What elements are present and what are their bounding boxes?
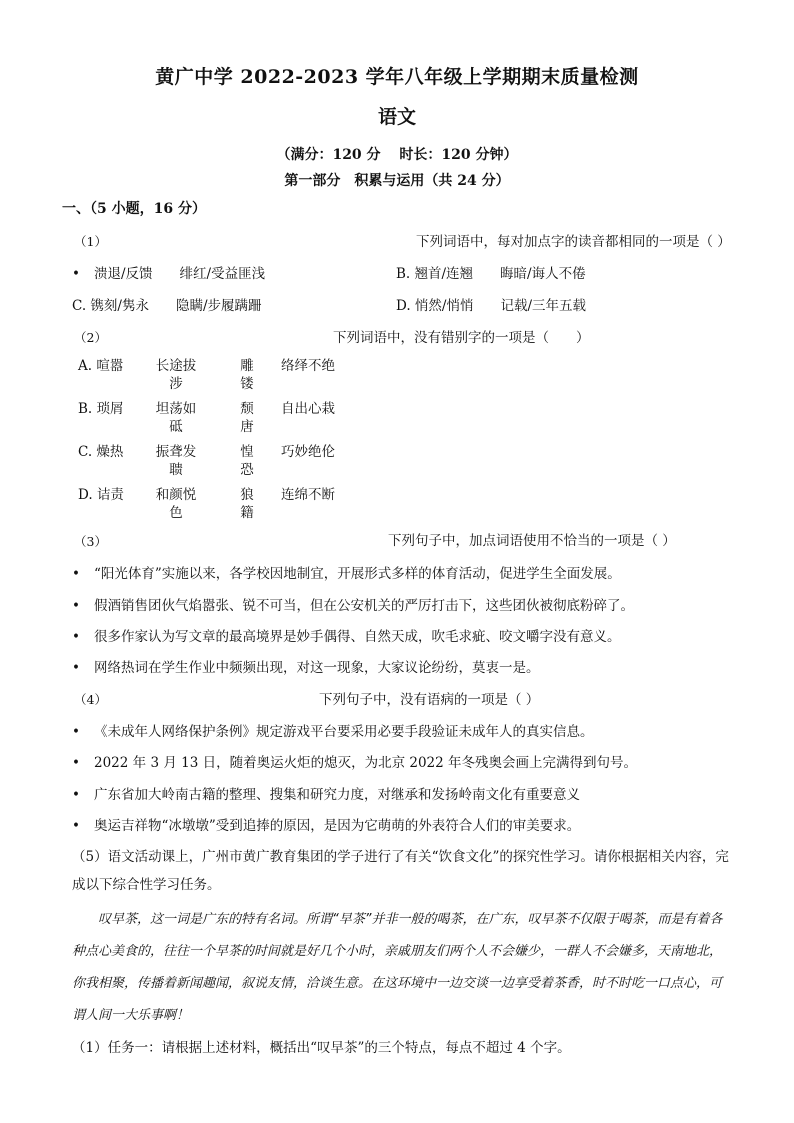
option-d: D. 悄然/悄悄 记载/三年五载: [396, 298, 587, 314]
option-word: 连绵不断: [281, 487, 335, 503]
option-b: B. 翘首/连翘 晦暗/诲人不倦: [396, 266, 586, 282]
option-word: 雕镂: [240, 358, 254, 392]
question-number: （2）: [74, 330, 107, 345]
question-number: （4）: [74, 692, 107, 707]
option-word: 络绎不绝: [281, 358, 335, 374]
question-stem: 下列句子中，加点词语使用不恰当的一项是（ ）: [388, 533, 676, 549]
option-word: 振聋发聩: [155, 444, 197, 478]
option-c: • 广东省加大岭南古籍的整理、搜集和研究力度，对继承和发扬岭南文化有重要意义: [72, 783, 580, 803]
option-word: 和颜悦色: [155, 487, 197, 521]
option-word: 坦荡如砥: [155, 401, 197, 435]
option-word: 颓唐: [240, 401, 254, 435]
question-stem: 下列句子中，没有语病的一项是（ ）: [319, 692, 540, 708]
option-a: • “阳光体育”实施以来，各学校因地制宜，开展形式多样的体育活动，促进学生全面发展。: [72, 562, 621, 582]
reading-passage: 叹早茶，这一词是广东的特有名词。所谓“早茶”并非一般的喝茶，在广东，叹早茶不仅限于喝茶，而是有着各种点心美食的，往往一个早茶的时间就是好几个小时，亲戚朋友们两个人不会嫌少，一群人不会嫌多，天南地北，你我相聚，传播着新闻趣闻，叙说友情，洽谈生意。在这环境中一边交谈一边享受着茶香，时不时吃一口点心，可谓人间一大乐事啊！: [72, 912, 723, 1023]
question-stem: 下列词语中，没有错别字的一项是（ ）: [333, 330, 590, 346]
option-word: 巧妙绝伦: [281, 444, 335, 460]
option-c: • 很多作家认为写文章的最高境界是妙手偶得、自然天成，吹毛求疵、咬文嚼字没有意义。: [72, 625, 621, 645]
option-word: 狼籍: [240, 487, 254, 521]
option-word: 自出心栽: [281, 401, 335, 417]
option-a: • 溃退/反馈 绯红/受益匪浅: [72, 262, 265, 282]
option-b: • 2022 年 3 月 13 日，随着奥运火炬的熄灭，为北京 2022 年冬残奥会画上完满得到句号。: [72, 751, 637, 771]
option-d: • 网络热词在学生作业中频频出现，对这一现象，大家议论纷纷，莫衷一是。: [72, 656, 540, 676]
section-heading: 一、（5 小题，16 分）: [62, 201, 206, 217]
option-b: • 假酒销售团伙气焰嚣张、锐不可当，但在公安机关的严厉打击下，这些团伙被彻底粉碎了。: [72, 594, 634, 614]
option-label: A. 喧嚣: [78, 358, 124, 374]
exam-title: 黄广中学 2022-2023 学年八年级上学期期末质量检测: [155, 66, 639, 88]
option-label: C. 燥热: [78, 444, 124, 460]
option-label: D. 诘责: [78, 487, 124, 503]
option-label: B. 琐屑: [78, 401, 124, 417]
score-time-info: （满分：120 分 时长：120 分钟）: [276, 147, 518, 163]
option-c: C. 镌刻/隽永 隐瞒/步履蹒跚: [72, 298, 262, 314]
question-stem: 下列词语中，每对加点字的读音都相同的一项是（ ）: [416, 234, 731, 250]
task-one: （1）任务一：请根据上述材料，概括出“叹早茶”的三个特点，每点不超过 4 个字。: [72, 1040, 571, 1056]
option-a: • 《未成年人网络保护条例》规定游戏平台要采用必要手段验证未成年人的真实信息。: [72, 720, 594, 740]
question-number: （3）: [74, 534, 107, 549]
option-word: 惶恐: [240, 444, 254, 478]
option-word: 长途拔涉: [155, 358, 197, 392]
question-number: （1）: [74, 234, 107, 249]
question-intro: （5）语文活动课上，广州市黄广教育集团的学子进行了有关“饮食文化”的探究性学习。请你根据相关内容，完成以下综合性学习任务。: [72, 849, 729, 893]
subject-title: 语文: [377, 106, 416, 128]
part-heading: 第一部分 积累与运用（共 24 分）: [284, 173, 510, 189]
option-d: • 奥运吉祥物“冰墩墩”受到追捧的原因，是因为它萌萌的外表符合人们的审美要求。: [72, 814, 580, 834]
